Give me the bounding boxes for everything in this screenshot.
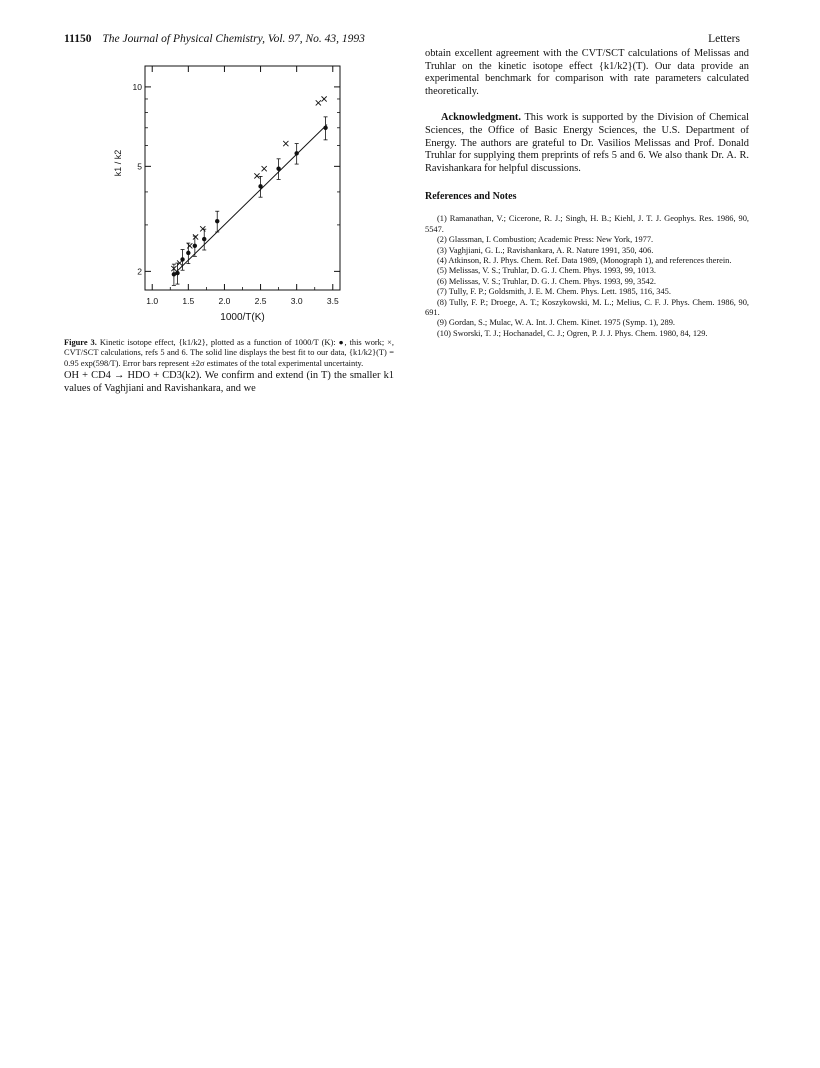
reference-item: (7) Tully, F. P.; Goldsmith, J. E. M. Chem. Phys. Lett. 1985, 116, 345. xyxy=(437,287,671,297)
data-point-this-work xyxy=(180,257,184,261)
data-point-cvt-sct xyxy=(283,141,288,146)
caption-text: Kinetic isotope effect, {k1/k2}, plotted as a function of 1000/T (K): ●, this work; ×, CVT/SCT calculations, refs 5 and 6. The solid line displays the best fit to our data, {k1/k2}(T) = 0.95 exp(598/T). Error bars represent ±2σ estimates of the total experimental uncertainty. xyxy=(64,338,394,368)
x-tick-label: 1.0 xyxy=(146,296,159,306)
reference-item: (10) Sworski, T. J.; Hochanadel, C. J.; Ogren, P. J. J. Phys. Chem. 1980, 84, 129. xyxy=(437,328,708,338)
data-point-this-work xyxy=(294,151,298,155)
x-tick-label: 2.5 xyxy=(254,296,267,306)
x-tick-label: 3.5 xyxy=(326,296,339,306)
data-point-cvt-sct xyxy=(322,96,327,101)
caption-label: Figure 3. xyxy=(64,338,97,347)
references-heading: References and Notes xyxy=(425,191,517,203)
y-tick-label: 2 xyxy=(137,266,142,277)
data-point-cvt-sct xyxy=(193,234,198,239)
y-tick-label: 10 xyxy=(132,81,142,92)
y-axis-label: k1 / k2 xyxy=(113,149,123,177)
left-body-text: OH + CD4 → HDO + CD3(k2). We confirm and extend (in T) the smaller k1 values of Vaghjiani and Ravishankara, and we xyxy=(64,370,394,394)
x-tick-label: 2.0 xyxy=(218,296,231,306)
data-point-this-work xyxy=(276,166,280,170)
data-point-this-work xyxy=(202,237,206,241)
figure-3 xyxy=(113,48,365,338)
journal-title: The Journal of Physical Chemistry, Vol. 97, No. 43, 1993 xyxy=(102,33,365,45)
reference-item: (3) Vaghjiani, G. L.; Ravishankara, A. R. Nature 1991, 350, 406. xyxy=(437,245,654,255)
ack-text: This work is supported by the Division of Chemical Sciences, the Office of Basic Energy Sciences, the U.S. Department of Energy. The authors are grateful to Dr. Vasilios Melissas and Prof. Donald Truhlar for supplying them preprints of refs 5 and 6. We also thank Dr. A. R. Ravishankara for helpful discussions. xyxy=(425,112,749,174)
y-tick-label: 5 xyxy=(137,161,142,172)
x-tick-label: 3.0 xyxy=(290,296,303,306)
reference-item: (9) Gordan, S.; Mulac, W. A. Int. J. Chem. Kinet. 1975 (Symp. 1), 289. xyxy=(437,318,675,328)
reference-item: (5) Melissas, V. S.; Truhlar, D. G. J. Chem. Phys. 1993, 99, 1013. xyxy=(437,266,656,276)
reference-item: (6) Melissas, V. S.; Truhlar, D. G. J. Chem. Phys. 1993, 99, 3542. xyxy=(437,276,656,286)
references-list xyxy=(425,214,749,339)
ack-label: Acknowledgment. xyxy=(441,112,521,124)
right-column xyxy=(425,48,749,339)
data-point-this-work xyxy=(186,251,190,255)
continued-paragraph: obtain excellent agreement with the CVT/SCT calculations of Melissas and Truhlar on the kinetic isotope effect {k1/k2}(T). Our data provide an experimental benchmark for comparison with rate parameters calculated theoretically. xyxy=(425,48,749,97)
running-header xyxy=(64,33,740,49)
data-point-cvt-sct xyxy=(254,173,259,178)
data-point-cvt-sct xyxy=(262,166,267,171)
data-point-this-work xyxy=(215,219,219,223)
x-axis-label: 1000/T(K) xyxy=(220,312,265,323)
x-tick-label: 1.5 xyxy=(182,296,195,306)
figure-caption xyxy=(64,338,394,369)
data-point-this-work xyxy=(258,184,262,188)
plot-frame xyxy=(145,66,340,290)
data-point-cvt-sct xyxy=(316,100,321,105)
acknowledgment xyxy=(425,112,749,175)
page-number: 11150 xyxy=(64,33,92,45)
data-point-this-work xyxy=(323,126,327,130)
isotope-effect-chart xyxy=(113,48,365,338)
reference-item: (2) Glassman, I. Combustion; Academic Press: New York, 1977. xyxy=(437,235,654,245)
reference-item: (4) Atkinson, R. J. Phys. Chem. Ref. Data 1989, (Monograph 1), and references therein. xyxy=(437,255,732,265)
best-fit-line xyxy=(174,125,327,275)
section-label: Letters xyxy=(708,33,740,45)
reference-item: (1) Ramanathan, V.; Cicerone, R. J.; Singh, H. B.; Kiehl, J. T. J. Geophys. Res. 1986, 90, 5547. xyxy=(425,214,749,234)
data-point-this-work xyxy=(175,271,179,275)
reference-item: (8) Tully, F. P.; Droege, A. T.; Koszykowski, M. L.; Melius, C. F. J. Phys. Chem. 1986, 90, 691. xyxy=(425,297,749,317)
data-point-this-work xyxy=(193,244,197,248)
